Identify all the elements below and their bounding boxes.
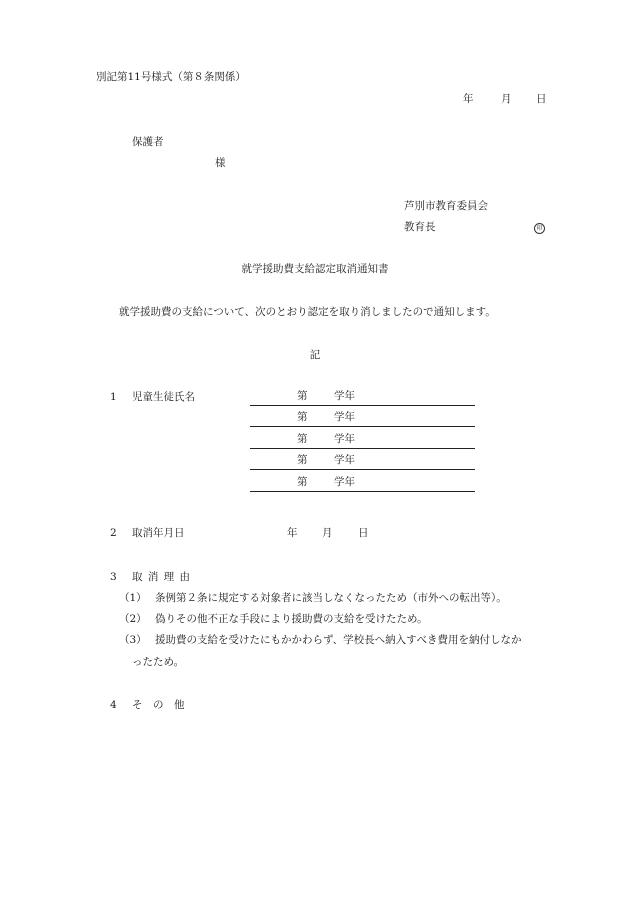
cancel-year-label: 年 bbox=[287, 527, 298, 539]
recipient-honorific: 様 bbox=[215, 157, 226, 169]
intro-text: 就学援助費の支給について、次のとおり認定を取り消しましたので通知します。 bbox=[119, 306, 496, 318]
item1-label: 児童生徒氏名 bbox=[132, 391, 195, 403]
reason-number: （3） bbox=[119, 634, 147, 646]
reason-text: 偽りその他不正な手段により援助費の支給を受けたため。 bbox=[155, 613, 428, 625]
student-row-gakunen: 学年 bbox=[334, 433, 355, 445]
seal-mark bbox=[534, 222, 545, 234]
reason-text-continuation: ったため。 bbox=[132, 656, 185, 668]
date-year-label: 年 bbox=[463, 93, 474, 105]
student-row-dai: 第 bbox=[297, 433, 308, 445]
student-row-dai: 第 bbox=[297, 390, 308, 402]
sender-org: 芦別市教育委員会 bbox=[404, 200, 488, 212]
student-row bbox=[250, 391, 475, 406]
student-row bbox=[250, 455, 475, 470]
recipient-label: 保護者 bbox=[132, 136, 164, 148]
student-row-gakunen: 学年 bbox=[334, 411, 355, 423]
document-title: 就学援助費支給認定取消通知書 bbox=[241, 263, 389, 275]
item1-number: 1 bbox=[110, 391, 117, 403]
item4-label: そ の 他 bbox=[132, 699, 185, 711]
student-row-dai: 第 bbox=[297, 454, 308, 466]
reason-number: （1） bbox=[119, 592, 147, 604]
item3-number: 3 bbox=[110, 571, 117, 583]
student-row bbox=[250, 477, 475, 492]
student-row-dai: 第 bbox=[297, 476, 308, 488]
cancel-month-label: 月 bbox=[322, 527, 333, 539]
cancel-day-label: 日 bbox=[358, 527, 369, 539]
ki-heading: 記 bbox=[309, 349, 321, 361]
student-row bbox=[250, 412, 475, 427]
item4-number: 4 bbox=[110, 699, 117, 711]
seal-icon: 印 bbox=[534, 223, 545, 234]
student-row-gakunen: 学年 bbox=[334, 390, 355, 402]
student-row-dai: 第 bbox=[297, 411, 308, 423]
reason-text: 援助費の支給を受けたにもかかわらず、学校長へ納入すべき費用を納付しなか bbox=[155, 634, 522, 646]
date-month-label: 月 bbox=[501, 93, 512, 105]
item3-label: 取 消 理 由 bbox=[132, 571, 192, 583]
form-number: 別記第11号様式（第８条関係） bbox=[96, 71, 246, 83]
item2-number: 2 bbox=[110, 527, 117, 539]
student-row-gakunen: 学年 bbox=[334, 476, 355, 488]
item2-label: 取消年月日 bbox=[132, 527, 185, 539]
reason-number: （2） bbox=[119, 613, 147, 625]
sender-title: 教育長 bbox=[404, 221, 436, 233]
reason-text: 条例第２条に規定する対象者に該当しなくなったため（市外への転出等）。 bbox=[155, 592, 507, 604]
student-row-gakunen: 学年 bbox=[334, 454, 355, 466]
student-row bbox=[250, 434, 475, 449]
date-day-label: 日 bbox=[536, 93, 547, 105]
